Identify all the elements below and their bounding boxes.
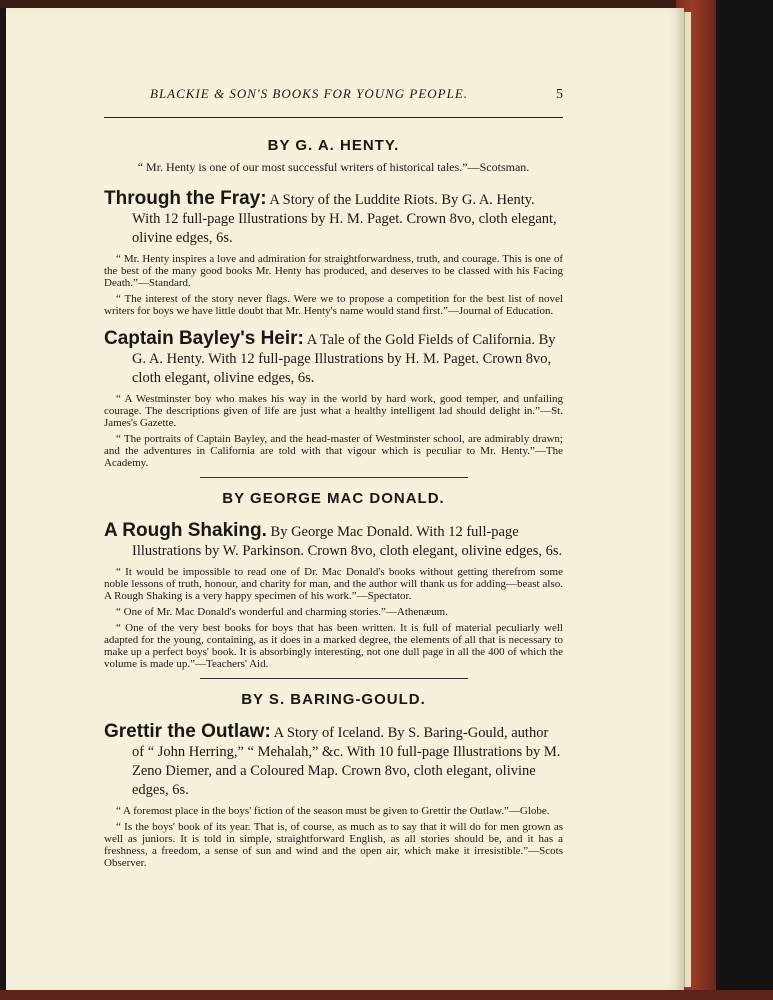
section-heading-henty: BY G. A. HENTY. [267,137,400,154]
book-entry-a-rough-shaking [104,521,563,670]
book-entry-through-the-fray [104,189,563,317]
book-description: A Story of the Luddite Riots. By G. A. Henty. With 12 full-page Illustrations by H. M. Paget. Crown 8vo, cloth elegant, olivine edges, 6s. [132,192,557,246]
book-page [6,8,684,990]
review-text: “ A foremost place in the boys' fiction of the season must be given to Grettir the Outlaw.”—Globe. [116,805,550,817]
book-title: Captain Bayley's Heir: [104,328,304,349]
review-text: “ One of the very best books for boys that has been written. It is full of material peculiarly well adapted for the young, containing, as it does in a marked degree, the elements of all that is necessary to make up a perfect boys' book. It is absorbingly interesting, not one dull page in all the 400 of which the volume is made up.”—Teachers' Aid. [104,622,563,670]
book-title: A Rough Shaking. [104,520,267,541]
book-main-paragraph [104,189,563,248]
book-description: A Tale of the Gold Fields of California. By G. A. Henty. With 12 full-page Illustrations by H. M. Paget. Crown 8vo, cloth elegant, olivine edges, 6s. [132,332,556,386]
review-text: “ Mr. Henty inspires a love and admiration for straightforwardness, truth, and courage. This is one of the best of the many good books Mr. Henty has produced, and deserves to be classed with his Facing Death.”—Standard. [104,253,563,289]
book-main-paragraph [104,521,563,561]
review-text: “ The interest of the story never flags. Were we to propose a competition for the best list of novel writers for boys we have little doubt that Mr. Henty's name would stand first.”—Journal of Education. [104,293,563,317]
book-main-paragraph [104,722,563,800]
review-text: “ One of Mr. Mac Donald's wonderful and charming stories.”—Athenæum. [116,606,448,618]
background-right [716,0,773,1000]
section-divider [200,477,468,478]
section-quote-henty: “ Mr. Henty is one of our most successful writers of historical tales.”—Scotsman. [137,160,530,174]
section-divider [200,678,468,679]
book-top-edge [0,0,773,8]
page-content [104,86,563,869]
review-text: “ Is the boys' book of its year. That is, of course, as much as to say that it will do for men grown as well as juniors. It is told in simple, straightforward English, as all stories should be, and it has a freshness, a freedom, a sense of sun and wind and the open air, which make it irresistible.”—Scots Observer. [104,821,563,869]
book-bottom-edge [0,990,773,1000]
page-number: 5 [556,87,563,102]
book-title: Through the Fray: [104,188,267,209]
section-heading-baring-gould: BY S. BARING-GOULD. [241,691,426,708]
review-text: “ The portraits of Captain Bayley, and the head-master of Westminster school, are admirably drawn; and the adventures in California are told with that vigour which is peculiar to Mr. Henty.”—The Academy. [104,433,563,469]
book-main-paragraph [104,329,563,388]
section-heading-macdonald: BY GEORGE MAC DONALD. [222,490,445,507]
running-title: BLACKIE & SON'S BOOKS FOR YOUNG PEOPLE. [150,86,469,101]
header-rule [104,117,563,118]
book-description: A Story of Iceland. By S. Baring-Gould, author of “ John Herring,” “ Mehalah,” &c. With 10 full-page Illustrations by M. Zeno Diemer, and a Coloured Map. Crown 8vo, cloth elegant, olivine edges, 6s. [132,725,561,798]
book-title: Grettir the Outlaw: [104,721,271,742]
book-description: By George Mac Donald. With 12 full-page Illustrations by W. Parkinson. Crown 8vo, cloth elegant, olivine edges, 6s. [132,524,563,559]
review-text: “ A Westminster boy who makes his way in the world by hard work, good temper, and unfailing courage. The descriptions given of life are just what a healthy intelligent lad should delight in.”—St. James's Gazette. [104,393,563,429]
book-entry-captain-bayleys-heir [104,329,563,469]
running-header [104,86,563,103]
review-text: “ It would be impossible to read one of Dr. Mac Donald's books without getting therefrom some noble lessons of truth, honour, and charity for man, and the author will thank us for adding—beast also. A Rough Shaking is a very happy specimen of his work.”—Spectator. [104,566,563,602]
page-stack-edge [684,12,691,987]
book-entry-grettir-the-outlaw [104,722,563,869]
